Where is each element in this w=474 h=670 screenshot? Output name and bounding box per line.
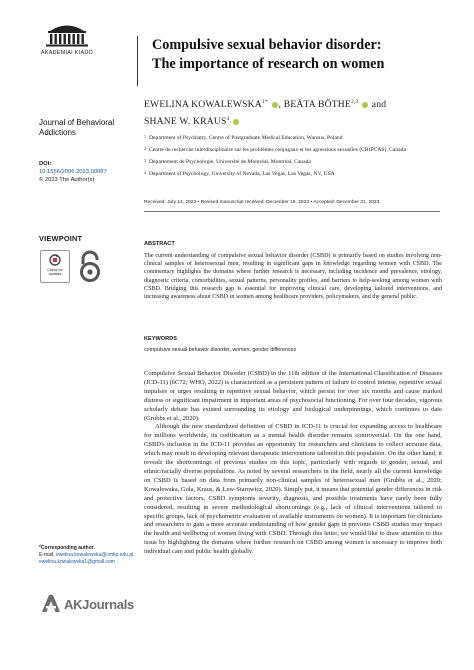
akjournals-mark-icon [40,592,62,614]
check-for-updates-badge[interactable] [40,250,70,283]
received-dates: Received: July 13, 2023 • Revised manuscript received: December 15, 2023 • Accepted: December 31, 2023 [144,200,380,205]
author-name[interactable]: EWELINA KOWALEWSKA [144,99,262,111]
affiliation-item: 2 Centre de recherche interdisciplinaire sur les problèmes conjugaux et les agressions sexuelles (CRIPCAS), Canada [144,146,406,153]
header-divider [144,211,440,212]
publisher-logo [36,22,98,56]
body-paragraph: Although the new standardized definition of CSBD in ICD-11 is crucial for expanding access to healthcare for millions worldwide, its codification as a mental health disorder remains controversial. On the one hand, CSBD's inclusion in the ICD-11 provides an opportunity for researchers and clinicians to collect accurate data, which may result in developing relevant therapeutic interventions tailored to this population. On the other hand, it reveals the shortcomings of previous studies on this topic, particularly with regards to gender, sexual, and ethnic/racially diverse populations. As noted by several researchers in the field, nearly all the current knowledge on CSBD is based on data from primarily non-clinical samples of heterosexual men (Grubbs et al., 2020; Kowalewska, Gola, Kraus, & Lew-Starowicz, 2020). Simply put, it means that potential gender differences in risk and protective factors, CSBD symptoms severity, diagnosis, and possible treatments have rarely been fully considered, resulting in severe methodological shortcomings (e.g., lack of clinical interventions tailored to specific groups, lack of psychometric evaluation of available instruments on women). It is important for clinicians and researchers to gain a more accurate understanding of how gender gaps in previous CSBD studies may impact the health and wellbeing of women living with CSBD. Through this letter, we would like to draw attention to this issue by highlighting the domains where further research on CSBD among women is necessary to improve both individual care and public health globally. [144,423,442,556]
orcid-icon[interactable] [233,119,239,125]
building-icon [44,22,90,48]
corresponding-author-title: *Corresponding author. [39,545,95,551]
author-name[interactable]: SHANE W. KRAUS [144,116,227,128]
author-sup: 2,3 [350,99,359,105]
keywords-heading: KEYWORDS [144,336,177,342]
orcid-icon[interactable] [272,102,278,108]
body-paragraph: Compulsive Sexual Behavior Disorder (CSBD) in the 11th edition of the International Classification of Diseases (ICD-11) (6C72; WHO, 2022) is characterized as a persistent pattern of failure to control intense, repetitive sexual impulses or urges resulting in repetitive sexual behavior, which persist for over six months and cause marked distress or significant impairment in important areas of psychosocial functioning. For over four decades, vigorous scholarly debate has existed surrounding its etiology and biological underpinnings, which continues to date (Grubbs et al., 2020). [144,370,442,422]
body-text [144,370,442,557]
keywords-text: compulsive sexual behavior disorder, women, gender differences [144,347,297,353]
correspondence [39,545,135,566]
author-and: and [371,99,387,111]
badges [40,250,110,286]
affiliation-item: 3 Département de Psychologie, Université de Montréal, Montréal, Canada [144,158,311,165]
akjournals-label: AKJournals [64,597,134,612]
email-label: E-mail: [39,552,55,558]
doi-link[interactable]: 10.1556/2006.2023.00087 [39,169,107,175]
publisher-name: AKADÉMIAI KIADÓ [40,50,94,56]
author-sup: 1* [261,99,268,105]
akjournals-logo [40,592,132,616]
doi-block [39,160,129,184]
author-name[interactable]: BEÁTA BŐTHE [283,99,351,111]
title-line-2: The importance of research on women [152,56,385,72]
article-title [152,36,442,74]
affiliation-item: 1 Department of Psychiatry, Centre of Postgraduate Medical Education, Warsaw, Poland [144,134,343,141]
updates-label: updates [48,272,62,276]
open-access-icon [78,250,102,284]
abstract-heading: ABSTRACT [144,241,175,247]
copyright: © 2023 The Author(s) [39,177,95,183]
article-type: VIEWPOINT [39,234,83,243]
orcid-icon[interactable] [362,102,368,108]
check-for-label: Check for [47,268,63,272]
affiliations [144,134,444,182]
abstract-text: The current understanding of compulsive sexual behavior disorder (CSBD) is primarily based on studies involving non-clinical samples of heterosexual men, resulting in significant gaps in knowledge regarding women with CSBD. The commentary highlights the domains where further research is necessary, including incidence and prevalence, etiology, diagnostic criteria, comorbidities, sexual patterns, personality profiles, and barriers to help-seeking among women with CSBD. Bridging this research gap is essential for improving clinical care, developing tailored interventions, and increasing awareness about CSBD in women among healthcare providers, policymakers, and the general public. [144,253,442,301]
title-line-1: Compulsive sexual behavior disorder: [152,37,382,53]
author-sup: 4 [226,116,230,123]
journal-name: Journal of Behavioral Addictions [39,118,115,137]
refresh-icon [48,253,62,267]
title-divider [137,36,138,86]
doi-label: DOI: [39,161,52,167]
affiliation-item: 4 Department of Psychology, University of Nevada, Las Vegas, Las Vegas, NV, USA [144,170,335,177]
author-list: EWELINA $KOWALEWSKA^{1*}$ , BEÁTA BŐTHE$^{2,3}$ and SHANE W. KRAUS$^4$ [144,99,387,128]
email-links[interactable]: ewelina.kowalewska@cmkp.edu.pl, ewelina.kowalewska1@gmail.com [39,552,135,565]
